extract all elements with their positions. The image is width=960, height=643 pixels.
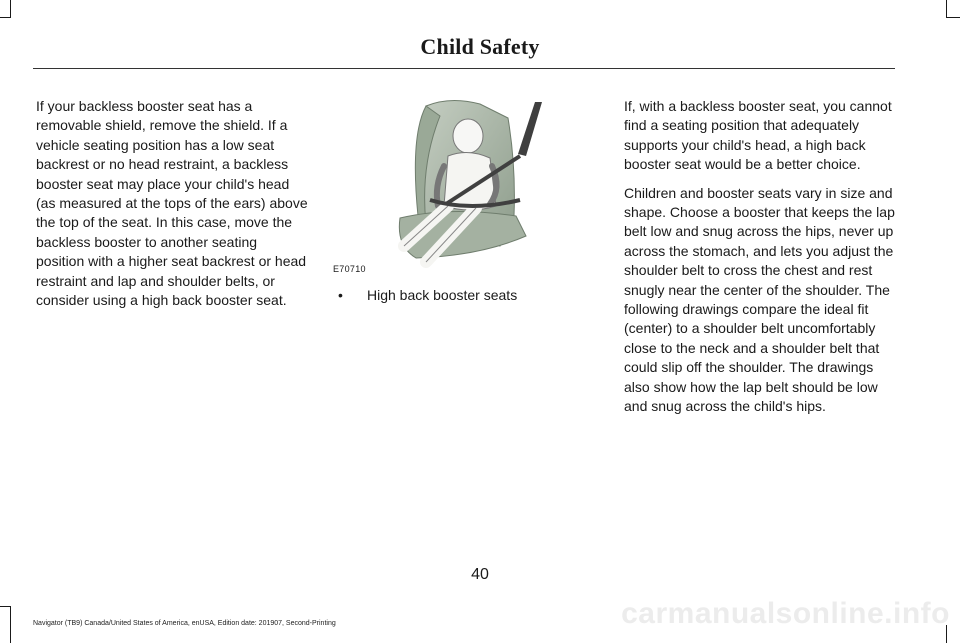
left-column <box>36 97 308 319</box>
figure-caption: High back booster seats <box>367 287 518 303</box>
paragraph: If your backless booster seat has a removable shield, remove the shield. If a vehicle seating position has a low seat backrest or no head restraint, a backless booster seat may place your child's head (as measured at the tops of the ears) above the top of the seat. In this case, move the backless booster to another seating position with a higher seat backrest or head restraint and lap and shoulder belts, or consider using a high back booster seat. <box>36 98 308 309</box>
header-divider <box>33 68 895 69</box>
figure-code: E70710 <box>333 264 366 274</box>
high-back-booster-seat-drawing <box>330 96 552 276</box>
paragraph: If, with a backless booster seat, you cannot find a seating position that adequately supports your child's head, a high back booster seat would be a better choice. <box>624 98 892 173</box>
crop-mark <box>10 606 11 643</box>
right-column <box>624 97 896 426</box>
crop-mark <box>10 0 11 18</box>
list-item <box>338 287 517 303</box>
crop-mark <box>946 17 960 18</box>
booster-seat-illustration <box>330 96 552 276</box>
paragraph: Children and booster seats vary in size and shape. Choose a booster that keeps the lap belt low and snug across the hips, never up across the stomach, and lets you adjust the shoulder belt to cross the chest and rest snugly near the center of the shoulder. The following drawings compare the ideal fit (center) to a shoulder belt uncomfortably close to the neck and a shoulder belt that could slip off the shoulder. The drawings also show how the lap belt should be low and snug across the child's hips. <box>624 184 895 415</box>
crop-mark <box>0 17 11 18</box>
bullet-glyph: • <box>338 287 343 303</box>
watermark: carmanualsonline.info <box>621 597 950 630</box>
page-number: 40 <box>471 566 489 583</box>
page-title: Child Safety <box>420 34 540 59</box>
footer-text: Navigator (TB9) Canada/United States of America, enUSA, Edition date: 201907, Second-Printing <box>33 620 336 627</box>
crop-mark <box>0 606 11 607</box>
crop-mark <box>946 0 947 18</box>
